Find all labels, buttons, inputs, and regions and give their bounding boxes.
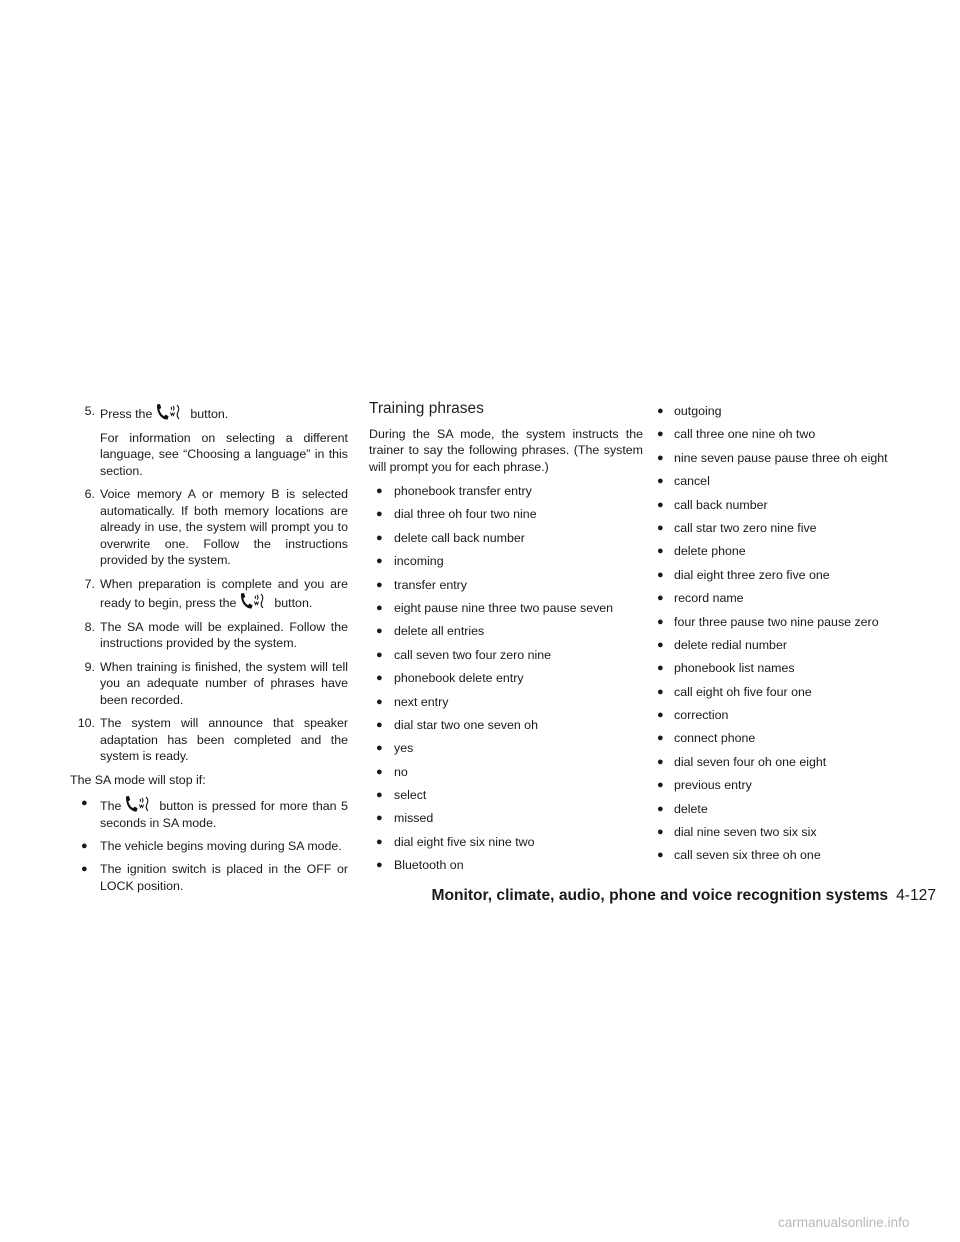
stop-condition-text: The ignition switch is placed in the OFF or LOCK position.	[100, 862, 348, 893]
phrase-item: ● call seven two four zero nine	[369, 647, 643, 664]
stop-condition	[52, 795, 348, 831]
phrase-item: ● previous entry	[657, 777, 937, 794]
training-column-2	[657, 403, 937, 871]
phrase-item: ● incoming	[369, 553, 643, 570]
phrase-item: ● delete all entries	[369, 623, 643, 640]
phrase-item: ● phonebook list names	[657, 660, 937, 677]
phrase-list	[369, 483, 643, 874]
stop-condition-text: The	[100, 799, 122, 813]
training-column-1	[369, 400, 643, 881]
phrase-item: ● cancel	[657, 473, 937, 490]
section-title-footer: Monitor, climate, audio, phone and voice recognition systems	[431, 887, 889, 904]
phrase-item: ● call back number	[657, 497, 937, 514]
phrase-item: ● next entry	[369, 694, 643, 711]
stop-condition	[52, 861, 348, 894]
phrase-item: ● dial seven four oh one eight	[657, 754, 937, 771]
phrase-item: ● outgoing	[657, 403, 937, 420]
procedure-step	[52, 403, 348, 423]
stop-condition-text-after-icon: button is pressed for more than 5 seconds in SA mode.	[100, 799, 348, 830]
stop-intro: The SA mode will stop if:	[70, 772, 206, 787]
phrase-item: ● Bluetooth on	[369, 857, 643, 874]
step-text: When preparation is complete and you are ready to begin, press the	[100, 576, 348, 610]
procedure-step	[52, 715, 348, 765]
training-intro: During the SA mode, the system instructs the trainer to say the following phrases. (The system will prompt you for each phrase.)	[369, 426, 643, 474]
talk-button-icon	[123, 795, 151, 813]
phrase-item: ● dial eight three zero five one	[657, 567, 937, 584]
phrase-item: ● yes	[369, 740, 643, 757]
procedure-step	[52, 619, 348, 652]
phrase-item: ● delete phone	[657, 543, 937, 560]
phrase-item: ● dial eight five six nine two	[369, 834, 643, 851]
phrase-item: ● phonebook transfer entry	[369, 483, 643, 500]
phrase-item: ● record name	[657, 590, 937, 607]
step-number: 6.	[84, 487, 95, 501]
phrase-item: ● delete call back number	[369, 530, 643, 547]
phrase-item: ● four three pause two nine pause zero	[657, 614, 937, 631]
talk-button-icon	[154, 403, 182, 421]
step-list	[52, 403, 348, 765]
watermark: carmanualsonline.info	[778, 1215, 910, 1230]
phrase-item: ● dial nine seven two six six	[657, 824, 937, 841]
phrase-item: ● phonebook delete entry	[369, 670, 643, 687]
phrase-item: ● dial star two one seven oh	[369, 717, 643, 734]
procedure-step	[52, 486, 348, 569]
step-text-after-icon: button.	[274, 596, 313, 610]
phrase-item: ● call star two zero nine five	[657, 520, 937, 537]
phrase-item: ● dial three oh four two nine	[369, 506, 643, 523]
phrase-item: ● call seven six three oh one	[657, 847, 937, 864]
phrase-item: ● nine seven pause pause three oh eight	[657, 450, 937, 467]
page-footer	[431, 887, 936, 905]
procedure-column	[52, 403, 348, 901]
step-number: 10.	[77, 716, 95, 730]
phrase-item: ● call eight oh five four one	[657, 684, 937, 701]
page-number: 4-127	[896, 887, 936, 904]
section-heading: Training phrases	[369, 400, 484, 417]
phrase-item: ● call three one nine oh two	[657, 426, 937, 443]
step-text: For information on selecting a different language, see “Choosing a language” in this section.	[100, 430, 348, 478]
talk-button-icon	[238, 592, 266, 610]
phrase-item: ● no	[369, 764, 643, 781]
step-number: 7.	[84, 576, 95, 591]
procedure-step	[52, 430, 348, 480]
stop-condition	[52, 838, 348, 855]
phrase-item: ● transfer entry	[369, 577, 643, 594]
step-text: The system will announce that speaker adaptation has been completed and the system is ready.	[100, 716, 348, 763]
procedure-step	[52, 576, 348, 612]
stop-condition-text: The vehicle begins moving during SA mode.	[100, 838, 342, 853]
phrase-item: ● connect phone	[657, 730, 937, 747]
step-text: Voice memory A or memory B is selected automatically. If both memory locations are already in use, the system will prompt you to overwrite one. Follow the instructions provided by the system.	[100, 487, 348, 567]
step-number: 9.	[84, 659, 95, 674]
phrase-item: ● delete redial number	[657, 637, 937, 654]
phrase-item: ● eight pause nine three two pause seven	[369, 600, 643, 617]
procedure-step	[52, 659, 348, 709]
step-number: 8.	[84, 619, 95, 634]
step-number: 5.	[84, 404, 95, 418]
step-text: When training is finished, the system will tell you an adequate number of phrases have been recorded.	[100, 659, 348, 707]
phrase-item: ● missed	[369, 810, 643, 827]
phrase-list-continued	[657, 403, 937, 864]
phrase-item: ● delete	[657, 801, 937, 818]
stop-conditions-list	[52, 795, 348, 894]
step-text: The SA mode will be explained. Follow the instructions provided by the system.	[100, 619, 348, 650]
step-text-after-icon: button.	[190, 407, 229, 421]
phrase-item: ● correction	[657, 707, 937, 724]
phrase-item: ● select	[369, 787, 643, 804]
step-text: Press the	[100, 407, 153, 421]
